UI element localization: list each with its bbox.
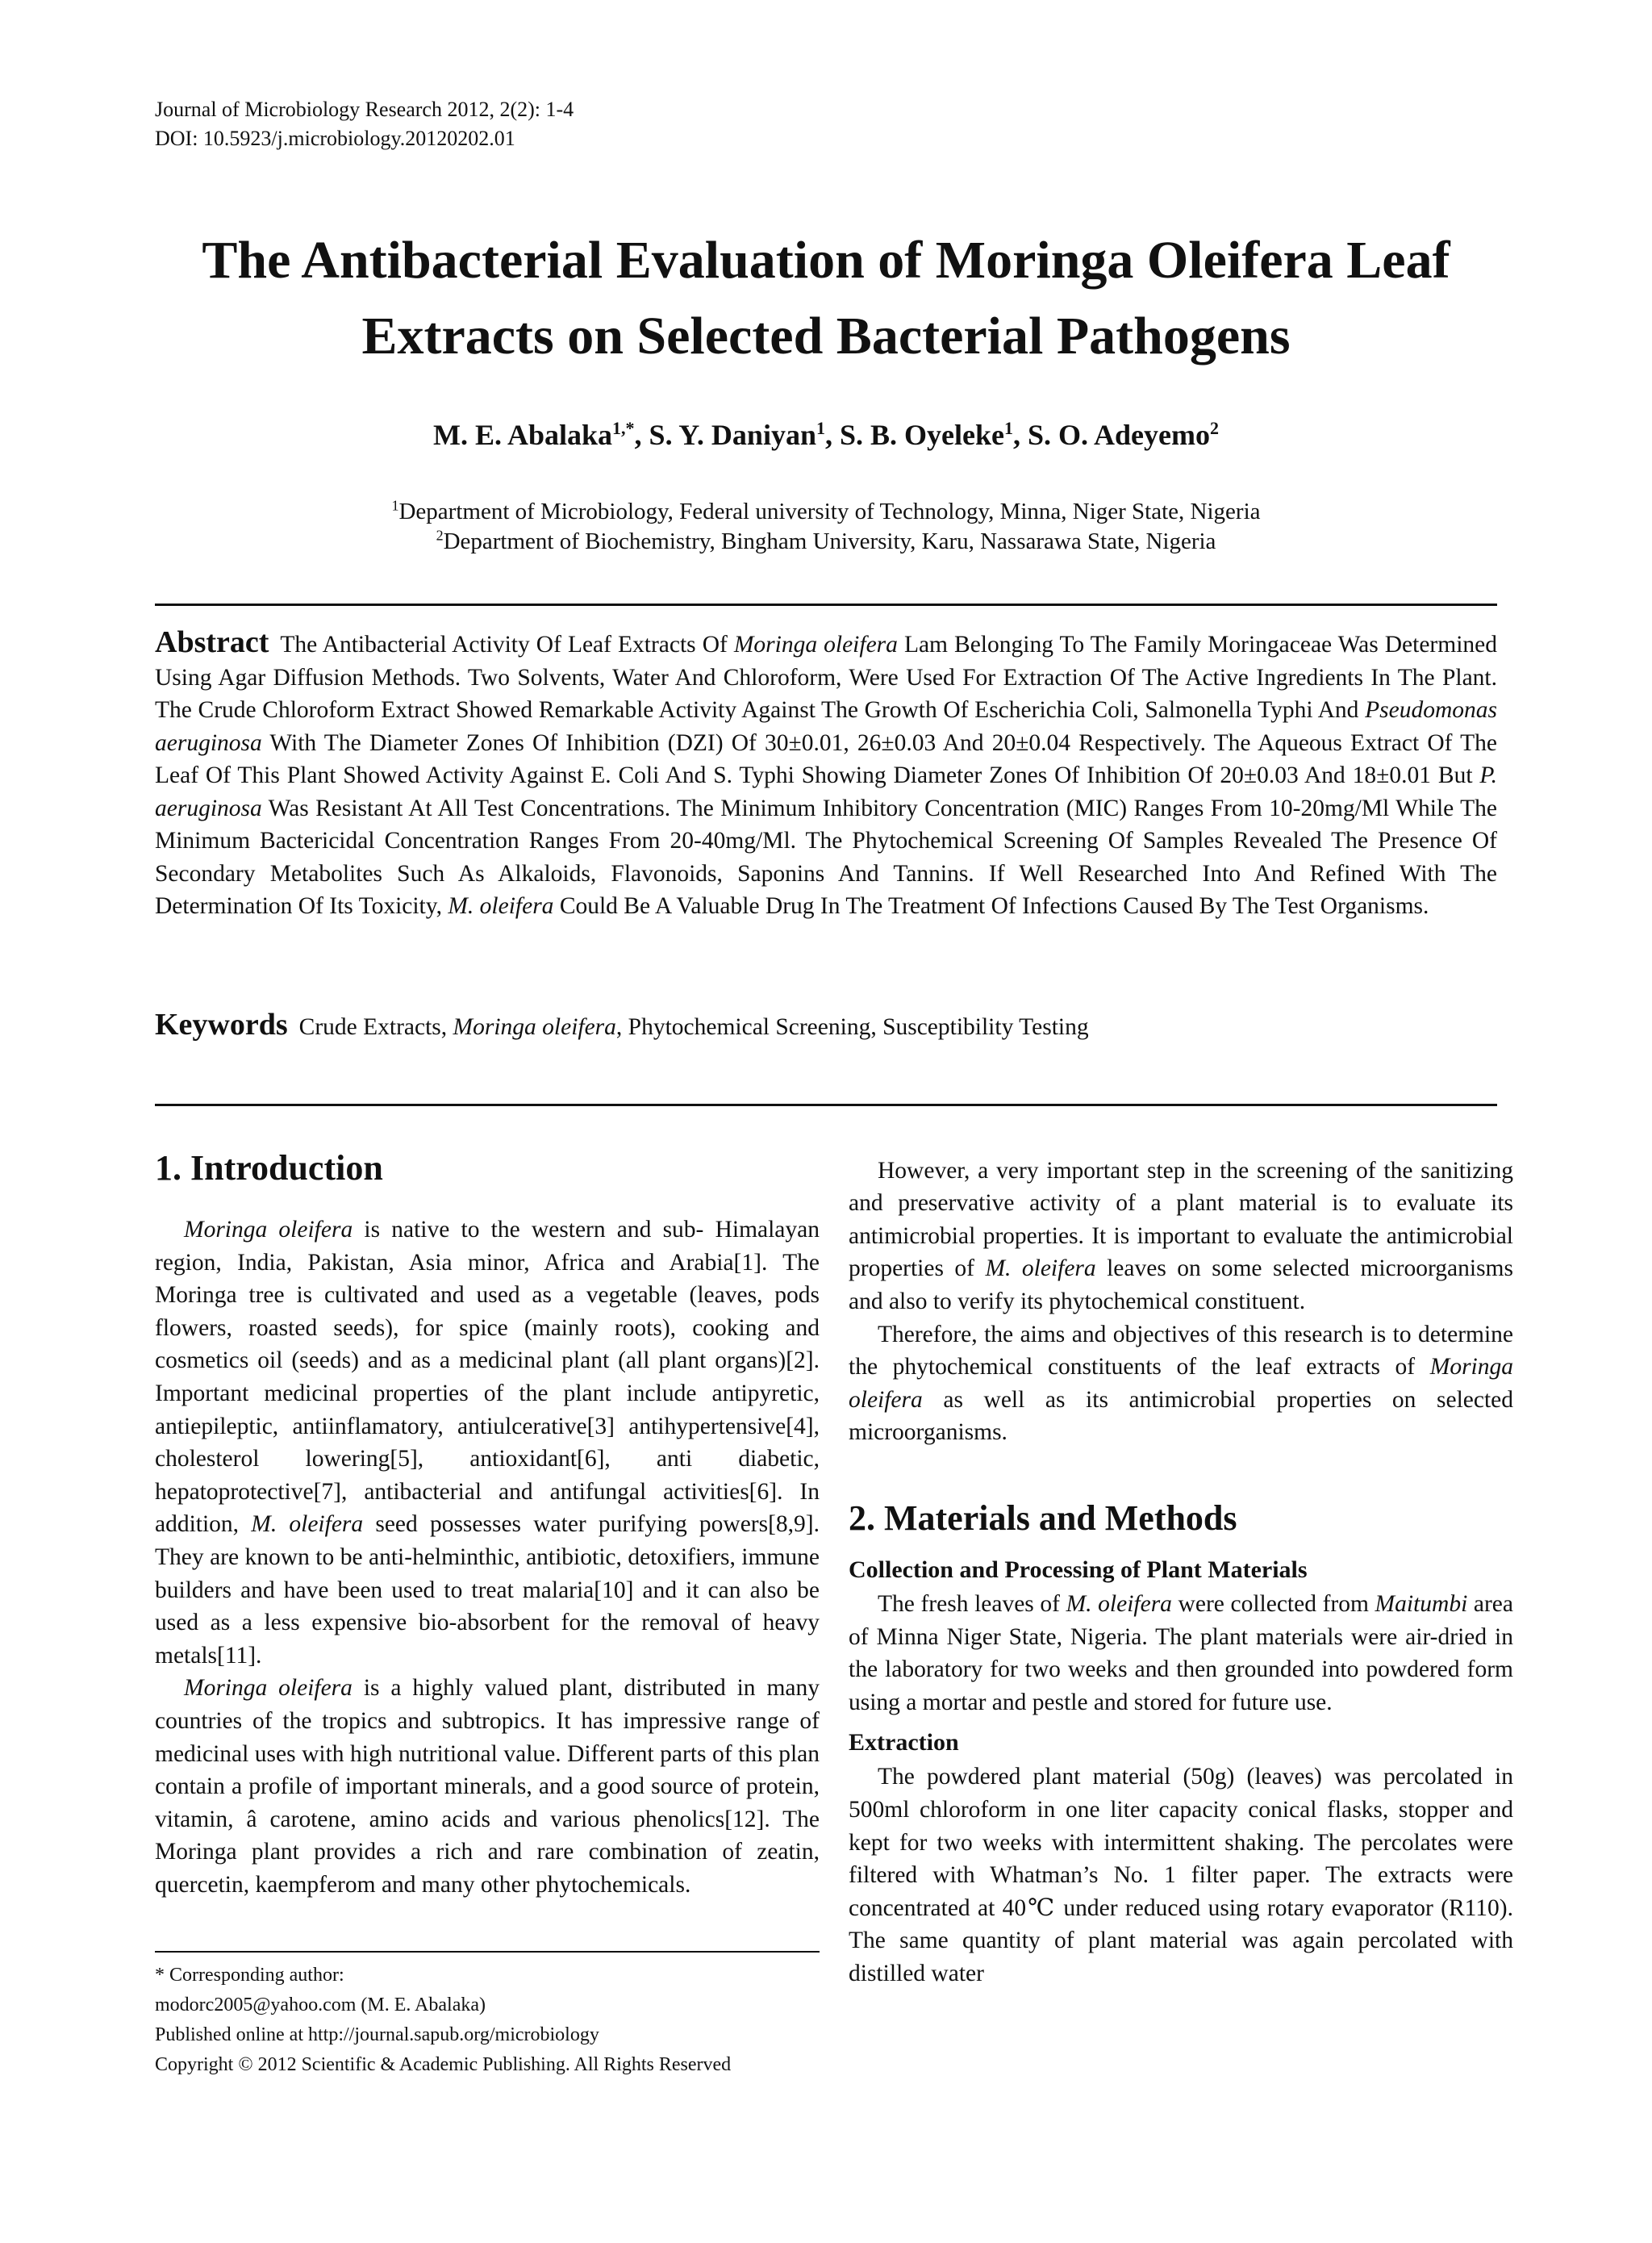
column-continuation-spacer xyxy=(849,1122,1513,1155)
journal-doi: DOI: 10.5923/j.microbiology.20120202.01 xyxy=(155,127,515,150)
footnote-corresponding-author: * Corresponding author: xyxy=(155,1965,344,1986)
footnote-published: Published online at http://journal.sapub.org/microbiology xyxy=(155,2024,599,2045)
author: S. Y. Daniyan$^1$, xyxy=(649,418,840,451)
methods-paragraph-2: The powdered plant material (50g) (leaves) was percolated in 500ml chloroform in one liter capacity conical flasks, stopper and kept for two weeks with intermittent shaking. The percolates were filtered with Whatman’s No. 1 filter paper. The extracts were concentrated at 40℃ under reduced using rotary evaporator (R110). The same quantity of plant material was again percolated with distilled water xyxy=(849,1764,1513,1986)
keywords xyxy=(155,1007,1497,1045)
intro-paragraph-4: Therefore, the aims and objectives of this research is to determine the phytochemical constituents of the leaf extracts of Moringa oleifera as well as its antimicrobial properties on selected microorganisms. xyxy=(849,1321,1513,1446)
italic-text: P. aeruginosa xyxy=(155,762,1497,821)
intro-paragraph-1: Moringa oleifera is native to the western and sub- Himalayan region, India, Pakistan, Asia minor, Africa and Arabia[1]. The Moringa tree is cultivated and used as a vegetable (leaves, pods flowers, roasted seeds), for spice (mainly roots), cooking and cosmetics oil (seeds) and as a medicinal plant (all plant organs)[2]. Important medicinal properties of the plant include antipyretic, antiepileptic, antiinflamatory, antiulcerative[3] antihypertensive[4], cholesterol lowering[5], antioxidant[6], anti diabetic, hepatoprotective[7], antibacterial and antifungal activities[6]. In addition, M. oleifera seed possesses water purifying powers[8,9]. They are known to be anti-helminthic, antibiotic, detoxifiers, immune builders and have been used to treat malaria[10] and it can also be used as a less expensive bio-absorbent for the removal of heavy metals[11]. xyxy=(155,1217,820,1669)
section-heading-introduction: 1. Introduction xyxy=(155,1148,383,1188)
italic-text: M. oleifera xyxy=(251,1511,364,1538)
author: S. B. Oyeleke$^1$, xyxy=(839,418,1028,451)
divider-rule xyxy=(155,1104,1497,1106)
footnote-email: modorc2005@yahoo.com (M. E. Abalaka) xyxy=(155,1994,486,2015)
italic-text: M. oleifera xyxy=(1066,1590,1172,1617)
section-heading-methods: 2. Materials and Methods xyxy=(849,1497,1237,1538)
keywords-label: Keywords xyxy=(155,1008,288,1042)
abstract xyxy=(155,626,1497,923)
footnotes xyxy=(155,1961,820,2080)
author: M. E. Abalaka$^{1,*}$, xyxy=(433,418,649,451)
journal-citation: Journal of Microbiology Research 2012, 2(2): 1-4 xyxy=(155,98,574,121)
methods-paragraph-1: The fresh leaves of M. oleifera were collected from Maitumbi area of Minna Niger State, Nigeria. The plant materials were air-dried in the laboratory for two weeks and then grounded into powdered form using a mortar and pestle and stored for future use. xyxy=(849,1590,1513,1715)
italic-text: Moringa oleifera xyxy=(453,1014,616,1040)
italic-text: M. oleifera xyxy=(985,1255,1096,1282)
left-column xyxy=(155,1146,820,1901)
affiliation: $^1$Department of Microbiology, Federal university of Technology, Minna, Niger State, Nigeria xyxy=(391,497,1261,524)
paper-title-line-1: The Antibacterial Evaluation of Moringa Oleifera Leaf xyxy=(202,231,1450,290)
italic-text: Maitumbi xyxy=(1375,1590,1468,1617)
affiliation: $^2$Department of Biochemistry, Bingham University, Karu, Nassarawa State, Nigeria xyxy=(436,527,1216,554)
author: S. O. Adeyemo$^2$ xyxy=(1027,418,1219,451)
journal-header xyxy=(155,95,574,153)
subsection-heading-extraction: Extraction xyxy=(849,1729,959,1756)
intro-paragraph-2: Moringa oleifera is a highly valued plant, distributed in many countries of the tropics and subtropics. It has impressive range of medicinal uses with high nutritional value. Different parts of this plan contain a profile of important minerals, and a good source of protein, vitamin, â carotene, amino acids and various phenolics[12]. The Moringa plant provides a rich and rare combination of zeatin, quercetin, kaempferom and many other phytochemicals. xyxy=(155,1675,820,1898)
italic-text: Moringa oleifera xyxy=(849,1354,1513,1413)
italic-text: M. oleifera xyxy=(448,893,554,919)
abstract-text: The Antibacterial Activity Of Leaf Extracts Of Moringa oleifera Lam Belonging To The Family Moringaceae Was Determined Using Agar Diffusion Methods. Two Solvents, Water And Chloroform, Were Used For Extraction Of The Active Ingredients In The Plant. The Crude Chloroform Extract Showed Remarkable Activity Against The Growth Of Escherichia Coli, Salmonella Typhi And Pseudomonas aeruginosa With The Diameter Zones Of Inhibition (DZI) Of 30±0.01, 26±0.03 And 20±0.04 Respectively. The Aqueous Extract Of The Leaf Of This Plant Showed Activity Against E. Coli And S. Typhi Showing Diameter Zones Of Inhibition Of 20±0.03 And 18±0.01 But P. aeruginosa Was Resistant At All Test Concentrations. The Minimum Inhibitory Concentration (MIC) Ranges From 10-20mg/Ml While The Minimum Bactericidal Concentration Ranges From 20-40mg/Ml. The Phytochemical Screening Of Samples Revealed The Presence Of Secondary Metabolites Such As Alkaloids, Flavonoids, Saponins And Tannins. If Well Researched Into And Refined With The Determination Of Its Toxicity, M. oleifera Could Be A Valuable Drug In The Treatment Of Infections Caused By The Test Organisms. xyxy=(155,632,1497,919)
intro-paragraph-3: However, a very important step in the screening of the sanitizing and preservative activity of a plant material is to evaluate its antimicrobial properties. It is important to evaluate the antimicrobial properties of M. oleifera leaves on some selected microorganisms and also to verify its phytochemical constituent. xyxy=(849,1157,1513,1314)
affiliations xyxy=(155,497,1497,557)
footnote-rule xyxy=(155,1951,820,1953)
paper-title-line-2: Extracts on Selected Bacterial Pathogens xyxy=(361,307,1291,365)
footnote-copyright: Copyright © 2012 Scientific & Academic Publishing. All Rights Reserved xyxy=(155,2054,732,2075)
paper-title xyxy=(121,223,1531,374)
right-column xyxy=(849,1122,1513,1990)
italic-text: Moringa oleifera xyxy=(184,1675,353,1702)
divider-rule xyxy=(155,604,1497,606)
author-list xyxy=(155,415,1497,455)
keywords-text: Crude Extracts, Moringa oleifera, Phytochemical Screening, Susceptibility Testing xyxy=(298,1014,1089,1040)
italic-text: Pseudomonas aeruginosa xyxy=(155,697,1497,756)
italic-text: Moringa oleifera xyxy=(184,1217,353,1243)
italic-text: Moringa oleifera xyxy=(733,632,898,658)
subsection-heading-collection: Collection and Processing of Plant Materials xyxy=(849,1556,1308,1583)
abstract-label: Abstract xyxy=(155,625,269,659)
